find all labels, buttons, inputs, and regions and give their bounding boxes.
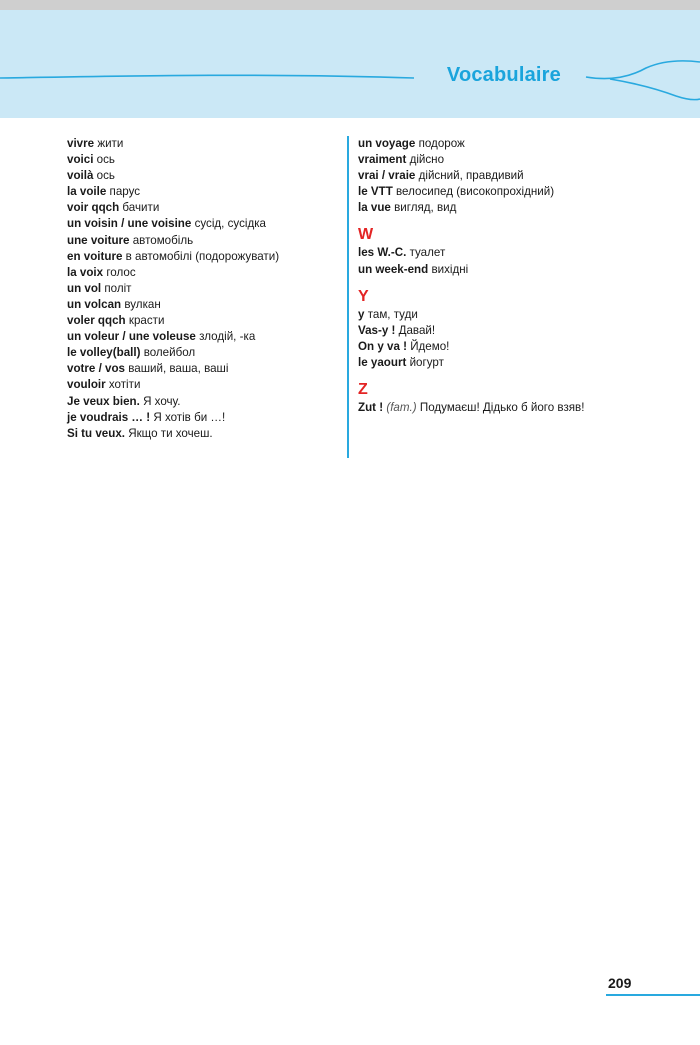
page (0, 10, 700, 1045)
vocab-entry: en voiture в автомобілі (подорожувати) (67, 249, 280, 263)
section-letter-y: Y (358, 287, 369, 305)
usage-note: (fam.) (386, 401, 417, 415)
vocab-entry: y там, туди (358, 307, 418, 321)
vocab-entry: vrai / vraie дійсний, правдивий (358, 169, 524, 183)
vocab-entry: un voyage подорож (358, 137, 465, 150)
vocab-entry: vivre жити (67, 137, 124, 150)
vocab-entry: un volcan вулкан (67, 297, 161, 311)
vocab-column-right (358, 136, 688, 416)
vocab-entry: Vas-y ! Давай! (358, 323, 436, 337)
column-divider (347, 136, 349, 458)
vocab-entry: On y va ! Йдемо! (358, 339, 450, 353)
vocab-entry: voir qqch бачити (67, 201, 160, 215)
vocab-entry: votre / vos ваший, ваша, ваші (67, 362, 229, 376)
vocab-entry: un voleur / une voleuse злодій, -ка (67, 330, 256, 344)
page-title: Vocabulaire (446, 64, 561, 86)
vocab-entry: Si tu veux. Якщо ти хочеш. (67, 426, 213, 440)
vocab-entry: une voiture автомобіль (67, 233, 194, 247)
vocab-entry: la voile парус (67, 185, 141, 199)
header-wave-decoration (0, 10, 700, 118)
vocab-entry: un voisin / une voisine сусід, сусідка (67, 217, 266, 231)
vocab-entry: un week-end вихідні (358, 262, 469, 276)
vocab-entry: vraiment дійсно (358, 153, 445, 167)
vocab-entry: la vue вигляд, вид (358, 201, 457, 215)
vocab-entry: le yaourt йогурт (358, 355, 444, 369)
vocab-entry: voici ось (67, 153, 115, 167)
vocab-entry: les W.-C. туалет (358, 246, 446, 260)
page-number: 209 (608, 975, 632, 991)
vocab-entry: un vol політ (67, 281, 132, 295)
vocab-entry: je voudrais … ! Я хотів би …! (67, 410, 226, 424)
vocab-entry: le volley(ball) волейбол (67, 346, 196, 360)
vocab-entry: vouloir хотіти (67, 378, 141, 392)
section-letter-z: Z (358, 381, 368, 399)
vocab-entry: voilà ось (67, 169, 115, 183)
vocab-entry: voler qqch красти (67, 314, 165, 328)
vocab-entry: la voix голос (67, 265, 136, 279)
vocab-entry: le VTT велосипед (високопрохідний) (358, 185, 555, 199)
vocab-entry: Zut ! (fam.) Подумаєш! Дідько б його взяв! (358, 401, 585, 415)
footer-rule (606, 994, 700, 996)
section-letter-w: W (358, 226, 374, 244)
vocab-column-left (67, 136, 337, 442)
vocab-entry: Je veux bien. Я хочу. (67, 394, 181, 408)
